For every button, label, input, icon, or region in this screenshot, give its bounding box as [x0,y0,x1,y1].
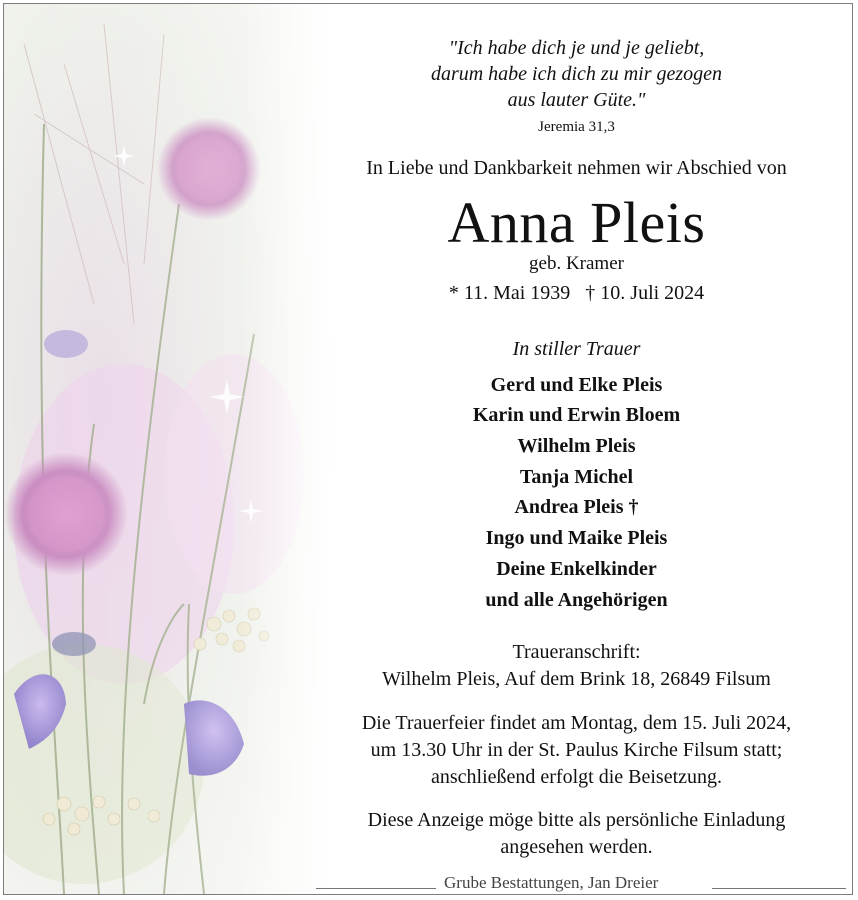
bible-verse-line: aus lauter Güte." [507,89,646,111]
bible-verse-line: darum habe ich dich zu mir gezogen [430,63,723,85]
mourner-name: Tanja Michel [519,466,634,488]
obituary-card [3,3,853,895]
mourner-name: Wilhelm Pleis [517,435,636,457]
deceased-name: Anna Pleis [447,190,706,255]
address-value: Wilhelm Pleis, Auf dem Brink 18, 26849 Filsum [382,668,771,690]
invitation-line: angesehen werden. [500,836,653,858]
farewell-intro: In Liebe und Dankbarkeit nehmen wir Abschied von [366,157,787,179]
mourner-name: Ingo und Maike Pleis [485,527,668,549]
invitation-line: Diese Anzeige möge bitte als persönliche Einladung [367,809,786,831]
mourners-heading: In stiller Trauer [512,338,641,360]
mourner-name: Andrea Pleis † [514,496,639,518]
funeral-home-credit: Grube Bestattungen, Jan Dreier [444,873,659,892]
mourner-name: und alle Angehörigen [485,589,668,611]
mourner-name: Deine Enkelkinder [496,558,657,580]
ceremony-line: anschließend erfolgt die Beisetzung. [430,766,722,788]
life-dates: * 11. Mai 1939 † 10. Juli 2024 [448,282,705,304]
bible-verse-line: "Ich habe dich je und je geliebt, [448,37,705,59]
bible-verse-reference: Jeremia 31,3 [538,119,615,135]
ceremony-line: um 13.30 Uhr in der St. Paulus Kirche Filsum statt; [370,739,783,761]
footer-divider-left [316,888,436,889]
maiden-name: geb. Kramer [529,253,624,274]
address-label: Traueranschrift: [512,641,641,663]
footer-divider-right [712,888,846,889]
ceremony-line: Die Trauerfeier findet am Montag, dem 15. Juli 2024, [361,712,792,734]
wildflower-illustration [4,4,334,894]
mourner-name: Gerd und Elke Pleis [490,374,663,396]
mourner-name: Karin und Erwin Bloem [472,404,681,426]
